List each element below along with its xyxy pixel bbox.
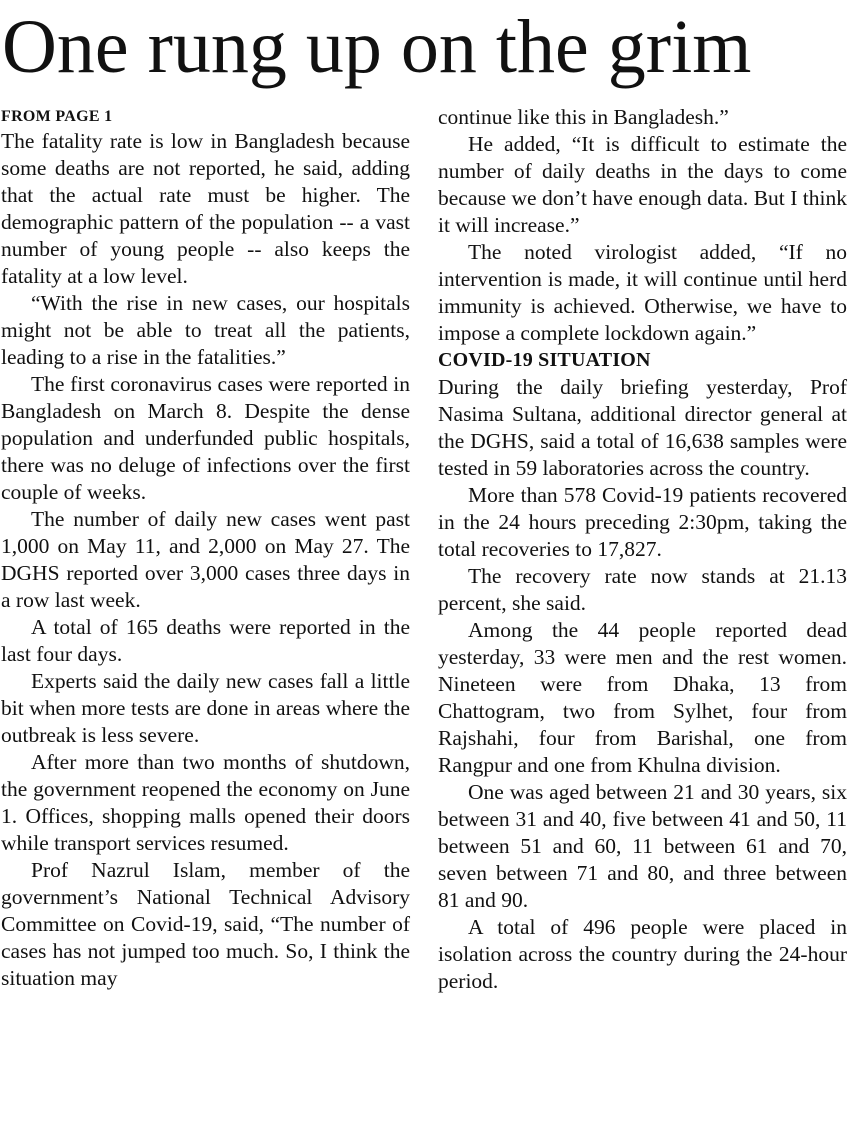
body-paragraph: The first coronavirus cases were reported in Bangladesh on March 8. Despite the dense population and underfunded public hospitals, there was no deluge of infections over the first couple of weeks. (1, 372, 410, 504)
body-paragraph: “With the rise in new cases, our hospitals might not be able to treat all the patients, leading to a rise in the fatalities.” (1, 291, 410, 369)
kicker-from-page: FROM PAGE 1 (1, 108, 113, 125)
body-paragraph: After more than two months of shutdown, the government reopened the economy on June 1. Offices, shopping malls opened their doors while transport services resumed. (1, 750, 410, 855)
body-paragraph: A total of 165 deaths were reported in the last four days. (1, 615, 410, 666)
subhead-covid-situation: COVID-19 SITUATION (438, 349, 651, 371)
headline: One rung up on the grim (2, 5, 752, 89)
body-paragraph: The number of daily new cases went past 1,000 on May 11, and 2,000 on May 27. The DGHS reported over 3,000 cases three days in a row last week. (1, 507, 410, 612)
body-paragraph: He added, “It is difficult to estimate the number of daily deaths in the days to come because we don’t have enough data. But I think it will increase.” (438, 132, 847, 237)
body-paragraph: The noted virologist added, “If no intervention is made, it will continue until herd immunity is achieved. Otherwise, we have to impose a complete lockdown again.” (438, 240, 847, 345)
article-column-left (1, 104, 410, 992)
body-paragraph: The recovery rate now stands at 21.13 percent, she said. (438, 564, 847, 615)
body-paragraph: A total of 496 people were placed in isolation across the country during the 24-hour period. (438, 915, 847, 993)
body-paragraph: Among the 44 people reported dead yesterday, 33 were men and the rest women. Nineteen were from Dhaka, 13 from Chattogram, two from Sylhet, four from Rajshahi, four from Barishal, one from Rangpur and one from Khulna division. (438, 618, 847, 777)
body-paragraph: The fatality rate is low in Bangladesh because some deaths are not reported, he said, adding that the actual rate must be higher. The demographic pattern of the population -- a vast number of young people -- also keeps the fatality at a low level. (1, 129, 410, 288)
body-paragraph: Prof Nazrul Islam, member of the government’s National Technical Advisory Committee on Covid-19, said, “The number of cases has not jumped too much. So, I think the situation may (1, 858, 410, 990)
article-column-right (438, 104, 847, 995)
body-paragraph: During the daily briefing yesterday, Prof Nasima Sultana, additional director general at the DGHS, said a total of 16,638 samples were tested in 59 laboratories across the country. (438, 375, 847, 480)
body-paragraph: One was aged between 21 and 30 years, six between 31 and 40, five between 41 and 50, 11 between 51 and 60, 11 between 61 and 70, seven between 71 and 80, and three between 81 and 90. (438, 780, 847, 912)
body-paragraph-continued: continue like this in Bangladesh.” (438, 105, 729, 129)
body-paragraph: Experts said the daily new cases fall a little bit when more tests are done in areas where the outbreak is less severe. (1, 669, 410, 747)
body-paragraph: More than 578 Covid-19 patients recovered in the 24 hours preceding 2:30pm, taking the total recoveries to 17,827. (438, 483, 847, 561)
